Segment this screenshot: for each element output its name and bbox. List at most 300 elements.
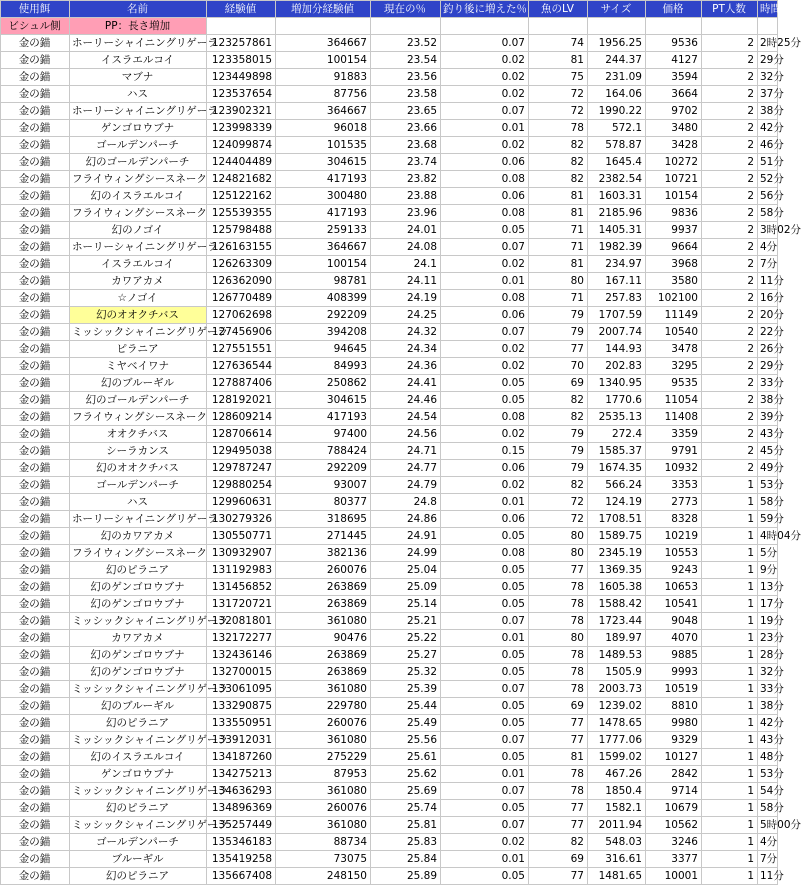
cell-fish-level[interactable]: 80 — [529, 630, 588, 647]
cell-exp-gain[interactable]: 90476 — [276, 630, 371, 647]
cell-price[interactable]: 9702 — [646, 103, 702, 120]
cell-party-size[interactable]: 1 — [702, 494, 758, 511]
cell-exp-gain[interactable]: 292209 — [276, 460, 371, 477]
cell-price[interactable]: 3478 — [646, 341, 702, 358]
cell-percent-gain[interactable]: 0.02 — [441, 341, 529, 358]
table-cell[interactable] — [758, 18, 778, 35]
cell-party-size[interactable]: 1 — [702, 783, 758, 800]
cell-size[interactable]: 1405.31 — [588, 222, 646, 239]
cell-exp[interactable]: 126770489 — [207, 290, 276, 307]
cell-price[interactable]: 9536 — [646, 35, 702, 52]
cell-current-percent[interactable]: 25.74 — [371, 800, 441, 817]
cell-size[interactable]: 2382.54 — [588, 171, 646, 188]
cell-percent-gain[interactable]: 0.07 — [441, 613, 529, 630]
cell-exp-gain[interactable]: 101535 — [276, 137, 371, 154]
cell-current-percent[interactable]: 25.09 — [371, 579, 441, 596]
cell-fish-level[interactable]: 82 — [529, 392, 588, 409]
cell-size[interactable]: 1582.1 — [588, 800, 646, 817]
cell-price[interactable]: 10679 — [646, 800, 702, 817]
cell-price[interactable]: 3594 — [646, 69, 702, 86]
cell-party-size[interactable]: 2 — [702, 460, 758, 477]
cell-name[interactable]: マブナ — [70, 69, 207, 86]
header-name[interactable]: 名前 — [70, 1, 207, 18]
cell-party-size[interactable]: 1 — [702, 868, 758, 885]
cell-time[interactable]: 7分 — [758, 256, 778, 273]
cell-price[interactable]: 9243 — [646, 562, 702, 579]
cell-exp[interactable]: 123902321 — [207, 103, 276, 120]
cell-exp[interactable]: 126263309 — [207, 256, 276, 273]
cell-name[interactable]: ゴールデンパーチ — [70, 834, 207, 851]
cell-fish-level[interactable]: 77 — [529, 341, 588, 358]
cell-current-percent[interactable]: 25.61 — [371, 749, 441, 766]
cell-party-size[interactable]: 2 — [702, 392, 758, 409]
cell-bait[interactable]: 金の錨 — [1, 596, 70, 613]
cell-price[interactable]: 8328 — [646, 511, 702, 528]
cell-bait[interactable]: 金の錨 — [1, 409, 70, 426]
cell-size[interactable]: 2003.73 — [588, 681, 646, 698]
cell-exp[interactable]: 132172277 — [207, 630, 276, 647]
cell-size[interactable]: 1585.37 — [588, 443, 646, 460]
cell-exp[interactable]: 124099874 — [207, 137, 276, 154]
cell-exp-gain[interactable]: 394208 — [276, 324, 371, 341]
cell-percent-gain[interactable]: 0.02 — [441, 834, 529, 851]
cell-percent-gain[interactable]: 0.08 — [441, 545, 529, 562]
cell-party-size[interactable]: 2 — [702, 307, 758, 324]
cell-fish-level[interactable]: 80 — [529, 273, 588, 290]
cell-bait[interactable]: 金の錨 — [1, 307, 70, 324]
cell-size[interactable]: 144.93 — [588, 341, 646, 358]
cell-fish-level[interactable]: 79 — [529, 324, 588, 341]
cell-fish-level[interactable]: 72 — [529, 86, 588, 103]
cell-name[interactable]: ミッシックシャイニングリゲーラ — [70, 732, 207, 749]
cell-price[interactable]: 9664 — [646, 239, 702, 256]
cell-size[interactable]: 1369.35 — [588, 562, 646, 579]
cell-price[interactable]: 4070 — [646, 630, 702, 647]
cell-size[interactable]: 189.97 — [588, 630, 646, 647]
cell-exp[interactable]: 129787247 — [207, 460, 276, 477]
cell-percent-gain[interactable]: 0.08 — [441, 171, 529, 188]
cell-time[interactable]: 56分 — [758, 188, 778, 205]
cell-price[interactable]: 9535 — [646, 375, 702, 392]
cell-exp[interactable]: 133290875 — [207, 698, 276, 715]
cell-exp-gain[interactable]: 263869 — [276, 647, 371, 664]
cell-exp-gain[interactable]: 80377 — [276, 494, 371, 511]
cell-percent-gain[interactable]: 0.05 — [441, 800, 529, 817]
cell-time[interactable]: 5時00分 — [758, 817, 778, 834]
cell-current-percent[interactable]: 23.58 — [371, 86, 441, 103]
cell-current-percent[interactable]: 23.56 — [371, 69, 441, 86]
cell-exp[interactable]: 132700015 — [207, 664, 276, 681]
table-cell[interactable] — [702, 18, 758, 35]
cell-exp-gain[interactable]: 250862 — [276, 375, 371, 392]
cell-price[interactable]: 8810 — [646, 698, 702, 715]
cell-percent-gain[interactable]: 0.01 — [441, 851, 529, 868]
cell-size[interactable]: 124.19 — [588, 494, 646, 511]
header-time[interactable]: 時間 — [758, 1, 778, 18]
cell-current-percent[interactable]: 24.36 — [371, 358, 441, 375]
note-pp[interactable]: PP：長さ増加 — [70, 18, 207, 35]
cell-bait[interactable]: 金の錨 — [1, 528, 70, 545]
cell-time[interactable]: 32分 — [758, 69, 778, 86]
cell-current-percent[interactable]: 24.01 — [371, 222, 441, 239]
cell-percent-gain[interactable]: 0.02 — [441, 52, 529, 69]
cell-current-percent[interactable]: 25.04 — [371, 562, 441, 579]
cell-size[interactable]: 1645.4 — [588, 154, 646, 171]
cell-current-percent[interactable]: 25.89 — [371, 868, 441, 885]
cell-size[interactable]: 1850.4 — [588, 783, 646, 800]
cell-fish-level[interactable]: 77 — [529, 800, 588, 817]
cell-size[interactable]: 1956.25 — [588, 35, 646, 52]
cell-name[interactable]: 幻のゲンゴロウブナ — [70, 596, 207, 613]
cell-fish-level[interactable]: 74 — [529, 35, 588, 52]
cell-exp-gain[interactable]: 263869 — [276, 596, 371, 613]
cell-current-percent[interactable]: 24.34 — [371, 341, 441, 358]
cell-name[interactable]: 幻のカワアカメ — [70, 528, 207, 545]
cell-exp-gain[interactable]: 97400 — [276, 426, 371, 443]
cell-current-percent[interactable]: 24.32 — [371, 324, 441, 341]
cell-current-percent[interactable]: 23.66 — [371, 120, 441, 137]
cell-bait[interactable]: 金の錨 — [1, 732, 70, 749]
cell-exp[interactable]: 135346183 — [207, 834, 276, 851]
cell-name[interactable]: 幻のゲンゴロウブナ — [70, 579, 207, 596]
cell-bait[interactable]: 金の錨 — [1, 766, 70, 783]
cell-price[interactable]: 2773 — [646, 494, 702, 511]
cell-fish-level[interactable]: 82 — [529, 171, 588, 188]
cell-current-percent[interactable]: 25.69 — [371, 783, 441, 800]
cell-percent-gain[interactable]: 0.06 — [441, 307, 529, 324]
cell-name[interactable]: シーラカンス — [70, 443, 207, 460]
cell-bait[interactable]: 金の錨 — [1, 613, 70, 630]
header-price[interactable]: 価格 — [646, 1, 702, 18]
cell-bait[interactable]: 金の錨 — [1, 749, 70, 766]
cell-party-size[interactable]: 1 — [702, 664, 758, 681]
cell-fish-level[interactable]: 78 — [529, 647, 588, 664]
cell-party-size[interactable]: 2 — [702, 324, 758, 341]
cell-price[interactable]: 3968 — [646, 256, 702, 273]
cell-exp[interactable]: 126362090 — [207, 273, 276, 290]
cell-current-percent[interactable]: 24.86 — [371, 511, 441, 528]
cell-size[interactable]: 1481.65 — [588, 868, 646, 885]
cell-price[interactable]: 102100 — [646, 290, 702, 307]
cell-bait[interactable]: 金の錨 — [1, 664, 70, 681]
cell-price[interactable]: 11408 — [646, 409, 702, 426]
cell-percent-gain[interactable]: 0.02 — [441, 256, 529, 273]
header-exp[interactable]: 経験値 — [207, 1, 276, 18]
cell-current-percent[interactable]: 24.46 — [371, 392, 441, 409]
cell-exp-gain[interactable]: 361080 — [276, 613, 371, 630]
cell-exp-gain[interactable]: 364667 — [276, 103, 371, 120]
cell-current-percent[interactable]: 23.74 — [371, 154, 441, 171]
cell-exp[interactable]: 127456906 — [207, 324, 276, 341]
cell-exp[interactable]: 134636293 — [207, 783, 276, 800]
cell-size[interactable]: 1603.31 — [588, 188, 646, 205]
cell-fish-level[interactable]: 78 — [529, 783, 588, 800]
cell-percent-gain[interactable]: 0.07 — [441, 239, 529, 256]
cell-percent-gain[interactable]: 0.05 — [441, 579, 529, 596]
cell-fish-level[interactable]: 77 — [529, 817, 588, 834]
cell-fish-level[interactable]: 77 — [529, 868, 588, 885]
cell-percent-gain[interactable]: 0.02 — [441, 358, 529, 375]
header-size[interactable]: サイズ — [588, 1, 646, 18]
cell-name[interactable]: オオクチバス — [70, 426, 207, 443]
cell-time[interactable]: 33分 — [758, 681, 778, 698]
cell-bait[interactable]: 金の錨 — [1, 171, 70, 188]
cell-bait[interactable]: 金の錨 — [1, 392, 70, 409]
cell-name[interactable]: ピラニア — [70, 341, 207, 358]
cell-time[interactable]: 49分 — [758, 460, 778, 477]
cell-bait[interactable]: 金の錨 — [1, 426, 70, 443]
header-party-size[interactable]: PT人数 — [702, 1, 758, 18]
cell-percent-gain[interactable]: 0.02 — [441, 426, 529, 443]
cell-name[interactable]: ミッシックシャイニングリゲーラ — [70, 613, 207, 630]
cell-party-size[interactable]: 1 — [702, 528, 758, 545]
cell-price[interactable]: 10653 — [646, 579, 702, 596]
cell-party-size[interactable]: 2 — [702, 222, 758, 239]
table-cell[interactable] — [588, 18, 646, 35]
cell-exp-gain[interactable]: 263869 — [276, 579, 371, 596]
cell-price[interactable]: 10540 — [646, 324, 702, 341]
cell-price[interactable]: 10553 — [646, 545, 702, 562]
cell-price[interactable]: 3480 — [646, 120, 702, 137]
cell-current-percent[interactable]: 24.1 — [371, 256, 441, 273]
cell-exp-gain[interactable]: 259133 — [276, 222, 371, 239]
cell-size[interactable]: 572.1 — [588, 120, 646, 137]
cell-percent-gain[interactable]: 0.08 — [441, 205, 529, 222]
cell-exp[interactable]: 128706614 — [207, 426, 276, 443]
cell-bait[interactable]: 金の錨 — [1, 324, 70, 341]
cell-party-size[interactable]: 1 — [702, 562, 758, 579]
cell-bait[interactable]: 金の錨 — [1, 86, 70, 103]
cell-price[interactable]: 10272 — [646, 154, 702, 171]
cell-size[interactable]: 1599.02 — [588, 749, 646, 766]
cell-fish-level[interactable]: 72 — [529, 103, 588, 120]
cell-time[interactable]: 58分 — [758, 494, 778, 511]
cell-time[interactable]: 32分 — [758, 664, 778, 681]
cell-name[interactable]: 幻のブルーギル — [70, 375, 207, 392]
cell-time[interactable]: 54分 — [758, 783, 778, 800]
cell-current-percent[interactable]: 25.83 — [371, 834, 441, 851]
cell-size[interactable]: 1707.59 — [588, 307, 646, 324]
cell-exp-gain[interactable]: 260076 — [276, 800, 371, 817]
cell-time[interactable]: 33分 — [758, 375, 778, 392]
header-bait[interactable]: 使用餌 — [1, 1, 70, 18]
cell-name[interactable]: 幻のゲンゴロウブナ — [70, 647, 207, 664]
cell-percent-gain[interactable]: 0.07 — [441, 35, 529, 52]
cell-exp[interactable]: 135667408 — [207, 868, 276, 885]
cell-fish-level[interactable]: 78 — [529, 120, 588, 137]
cell-party-size[interactable]: 2 — [702, 273, 758, 290]
cell-current-percent[interactable]: 25.27 — [371, 647, 441, 664]
cell-price[interactable]: 10127 — [646, 749, 702, 766]
cell-fish-level[interactable]: 82 — [529, 834, 588, 851]
header-exp-gain[interactable]: 増加分経験値 — [276, 1, 371, 18]
cell-party-size[interactable]: 2 — [702, 120, 758, 137]
cell-party-size[interactable]: 2 — [702, 35, 758, 52]
table-cell[interactable] — [441, 18, 529, 35]
cell-current-percent[interactable]: 23.82 — [371, 171, 441, 188]
cell-size[interactable]: 167.11 — [588, 273, 646, 290]
cell-fish-level[interactable]: 78 — [529, 579, 588, 596]
cell-current-percent[interactable]: 25.39 — [371, 681, 441, 698]
cell-name[interactable]: 幻のゴールデンパーチ — [70, 392, 207, 409]
cell-size[interactable]: 316.61 — [588, 851, 646, 868]
cell-party-size[interactable]: 2 — [702, 52, 758, 69]
cell-fish-level[interactable]: 81 — [529, 749, 588, 766]
cell-name[interactable]: ハス — [70, 86, 207, 103]
cell-size[interactable]: 1489.53 — [588, 647, 646, 664]
cell-percent-gain[interactable]: 0.08 — [441, 409, 529, 426]
cell-name[interactable]: ミヤベイワナ — [70, 358, 207, 375]
cell-party-size[interactable]: 2 — [702, 137, 758, 154]
cell-current-percent[interactable]: 24.99 — [371, 545, 441, 562]
cell-current-percent[interactable]: 25.84 — [371, 851, 441, 868]
cell-fish-level[interactable]: 82 — [529, 137, 588, 154]
cell-party-size[interactable]: 2 — [702, 188, 758, 205]
cell-price[interactable]: 9714 — [646, 783, 702, 800]
cell-bait[interactable]: 金の錨 — [1, 698, 70, 715]
cell-current-percent[interactable]: 23.96 — [371, 205, 441, 222]
cell-name[interactable]: ホーリーシャイニングリゲーラ — [70, 239, 207, 256]
cell-price[interactable]: 3664 — [646, 86, 702, 103]
cell-fish-level[interactable]: 69 — [529, 851, 588, 868]
cell-price[interactable]: 4127 — [646, 52, 702, 69]
cell-party-size[interactable]: 2 — [702, 256, 758, 273]
cell-size[interactable]: 1990.22 — [588, 103, 646, 120]
cell-exp-gain[interactable]: 271445 — [276, 528, 371, 545]
cell-name[interactable]: ゲンゴロウブナ — [70, 766, 207, 783]
cell-percent-gain[interactable]: 0.05 — [441, 715, 529, 732]
cell-percent-gain[interactable]: 0.05 — [441, 528, 529, 545]
cell-time[interactable]: 11分 — [758, 273, 778, 290]
cell-time[interactable]: 53分 — [758, 477, 778, 494]
cell-exp[interactable]: 130279326 — [207, 511, 276, 528]
cell-time[interactable]: 43分 — [758, 426, 778, 443]
cell-bait[interactable]: 金の錨 — [1, 188, 70, 205]
cell-percent-gain[interactable]: 0.05 — [441, 647, 529, 664]
cell-percent-gain[interactable]: 0.06 — [441, 188, 529, 205]
cell-fish-level[interactable]: 71 — [529, 290, 588, 307]
cell-fish-level[interactable]: 77 — [529, 732, 588, 749]
cell-party-size[interactable]: 1 — [702, 766, 758, 783]
cell-exp-gain[interactable]: 364667 — [276, 35, 371, 52]
cell-exp[interactable]: 128192021 — [207, 392, 276, 409]
cell-size[interactable]: 566.24 — [588, 477, 646, 494]
cell-exp-gain[interactable]: 417193 — [276, 171, 371, 188]
cell-percent-gain[interactable]: 0.07 — [441, 783, 529, 800]
cell-exp[interactable]: 134187260 — [207, 749, 276, 766]
cell-bait[interactable]: 金の錨 — [1, 783, 70, 800]
cell-percent-gain[interactable]: 0.07 — [441, 732, 529, 749]
cell-exp-gain[interactable]: 263869 — [276, 664, 371, 681]
cell-percent-gain[interactable]: 0.05 — [441, 596, 529, 613]
cell-size[interactable]: 2535.13 — [588, 409, 646, 426]
cell-size[interactable]: 1982.39 — [588, 239, 646, 256]
cell-name[interactable]: フライウィングシースネーク — [70, 171, 207, 188]
cell-size[interactable]: 244.37 — [588, 52, 646, 69]
cell-time[interactable]: 29分 — [758, 358, 778, 375]
cell-name[interactable]: ゲンゴロウブナ — [70, 120, 207, 137]
cell-price[interactable]: 10562 — [646, 817, 702, 834]
cell-party-size[interactable]: 1 — [702, 477, 758, 494]
table-cell[interactable] — [646, 18, 702, 35]
cell-exp-gain[interactable]: 229780 — [276, 698, 371, 715]
cell-party-size[interactable]: 1 — [702, 851, 758, 868]
table-cell[interactable] — [276, 18, 371, 35]
cell-fish-level[interactable]: 80 — [529, 545, 588, 562]
cell-party-size[interactable]: 1 — [702, 596, 758, 613]
cell-time[interactable]: 11分 — [758, 868, 778, 885]
cell-party-size[interactable]: 1 — [702, 511, 758, 528]
cell-fish-level[interactable]: 81 — [529, 205, 588, 222]
cell-current-percent[interactable]: 25.14 — [371, 596, 441, 613]
cell-time[interactable]: 58分 — [758, 800, 778, 817]
cell-exp-gain[interactable]: 361080 — [276, 783, 371, 800]
cell-current-percent[interactable]: 24.54 — [371, 409, 441, 426]
cell-party-size[interactable]: 2 — [702, 86, 758, 103]
cell-exp-gain[interactable]: 292209 — [276, 307, 371, 324]
cell-bait[interactable]: 金の錨 — [1, 715, 70, 732]
cell-fish-level[interactable]: 71 — [529, 222, 588, 239]
cell-fish-level[interactable]: 71 — [529, 239, 588, 256]
cell-time[interactable]: 29分 — [758, 52, 778, 69]
cell-price[interactable]: 9791 — [646, 443, 702, 460]
cell-exp-gain[interactable]: 87756 — [276, 86, 371, 103]
cell-percent-gain[interactable]: 0.05 — [441, 698, 529, 715]
cell-bait[interactable]: 金の錨 — [1, 120, 70, 137]
cell-fish-level[interactable]: 70 — [529, 358, 588, 375]
cell-time[interactable]: 59分 — [758, 511, 778, 528]
cell-name[interactable]: 幻のノゴイ — [70, 222, 207, 239]
cell-exp-gain[interactable]: 417193 — [276, 205, 371, 222]
cell-party-size[interactable]: 1 — [702, 749, 758, 766]
cell-exp[interactable]: 127887406 — [207, 375, 276, 392]
cell-current-percent[interactable]: 23.88 — [371, 188, 441, 205]
cell-bait[interactable]: 金の錨 — [1, 137, 70, 154]
cell-percent-gain[interactable]: 0.07 — [441, 324, 529, 341]
cell-percent-gain[interactable]: 0.01 — [441, 273, 529, 290]
cell-percent-gain[interactable]: 0.08 — [441, 290, 529, 307]
cell-exp[interactable]: 130550771 — [207, 528, 276, 545]
cell-exp[interactable]: 125798488 — [207, 222, 276, 239]
cell-bait[interactable]: 金の錨 — [1, 154, 70, 171]
cell-exp[interactable]: 135257449 — [207, 817, 276, 834]
cell-exp[interactable]: 124821682 — [207, 171, 276, 188]
cell-party-size[interactable]: 1 — [702, 817, 758, 834]
cell-fish-level[interactable]: 77 — [529, 562, 588, 579]
cell-price[interactable]: 10519 — [646, 681, 702, 698]
cell-bait[interactable]: 金の錨 — [1, 103, 70, 120]
cell-current-percent[interactable]: 23.54 — [371, 52, 441, 69]
cell-price[interactable]: 9885 — [646, 647, 702, 664]
cell-exp[interactable]: 133550951 — [207, 715, 276, 732]
cell-size[interactable]: 1777.06 — [588, 732, 646, 749]
cell-time[interactable]: 20分 — [758, 307, 778, 324]
cell-name[interactable]: 幻のピラニア — [70, 800, 207, 817]
cell-bait[interactable]: 金の錨 — [1, 290, 70, 307]
cell-current-percent[interactable]: 25.32 — [371, 664, 441, 681]
cell-exp-gain[interactable]: 100154 — [276, 256, 371, 273]
cell-party-size[interactable]: 2 — [702, 375, 758, 392]
cell-party-size[interactable]: 2 — [702, 341, 758, 358]
cell-current-percent[interactable]: 24.71 — [371, 443, 441, 460]
cell-name[interactable]: 幻のイスラエルコイ — [70, 188, 207, 205]
cell-price[interactable]: 10219 — [646, 528, 702, 545]
cell-time[interactable]: 26分 — [758, 341, 778, 358]
cell-exp-gain[interactable]: 260076 — [276, 562, 371, 579]
cell-current-percent[interactable]: 24.79 — [371, 477, 441, 494]
cell-name[interactable]: イスラエルコイ — [70, 256, 207, 273]
cell-current-percent[interactable]: 25.49 — [371, 715, 441, 732]
